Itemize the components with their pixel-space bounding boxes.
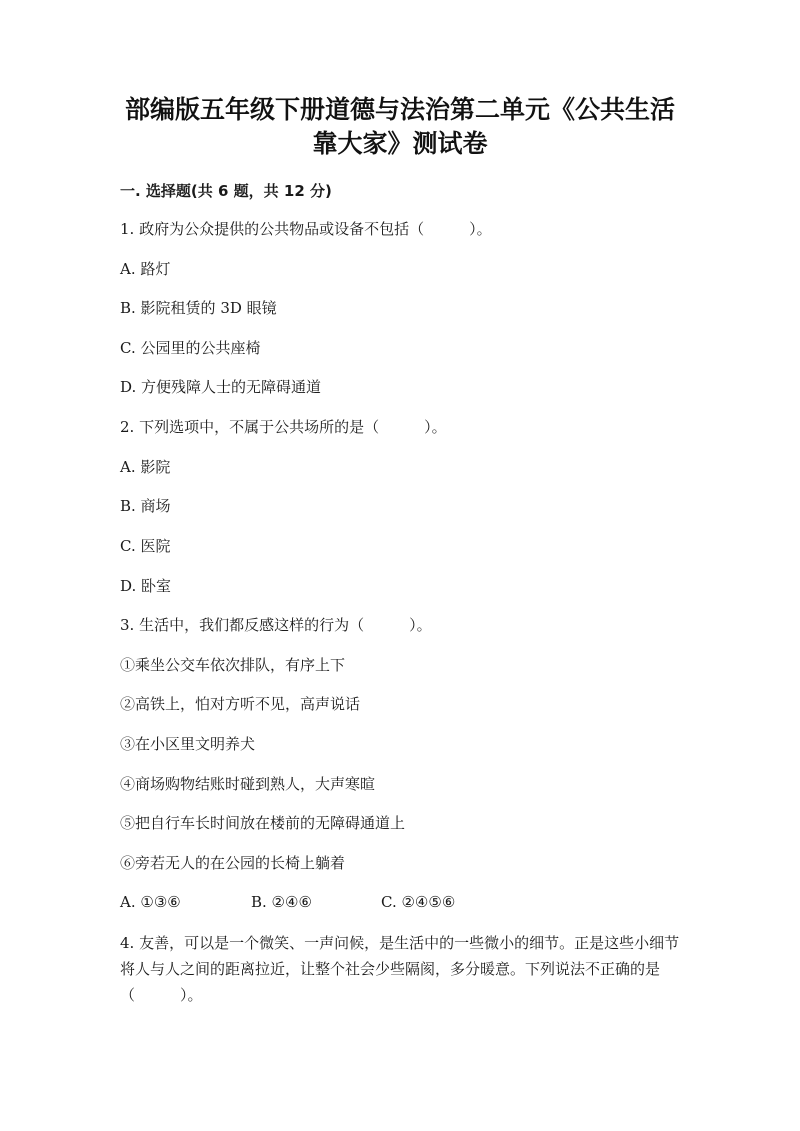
question-4-stem: 4. 友善，可以是一个微笑、一声问候，是生活中的一些微小的细节。正是这些小细节将人与人之间的距离拉近，让整个社会少些隔阂，多分暖意。下列说法不正确的是（ ）。 [120,934,680,1004]
question-3-statement-6: ⑥旁若无人的在公园的长椅上躺着 [120,854,346,872]
question-3-option-c: C. ②④⑤⑥ [381,893,456,911]
question-3-statement-4: ④商场购物结账时碰到熟人，大声寒暄 [120,775,376,793]
title-line-2: 靠大家》测试卷 [312,129,488,158]
question-3-statement-2: ②高铁上，怕对方听不见，高声说话 [120,695,361,713]
question-1-option-d: D. 方便残障人士的无障碍通道 [120,378,322,396]
section-heading: 一. 选择题(共 6 题，共 12 分) [120,182,332,200]
question-3-option-b: B. ②④⑥ [251,893,312,911]
question-1-option-b: B. 影院租赁的 3D 眼镜 [120,299,277,317]
question-2-option-c: C. 医院 [120,537,171,555]
question-3-statement-1: ①乘坐公交车依次排队，有序上下 [120,656,346,674]
question-3-stem: 3. 生活中，我们都反感这样的行为（ ）。 [120,616,432,634]
question-2-option-b: B. 商场 [120,497,171,515]
question-3-option-a: A. ①③⑥ [120,893,181,911]
question-1-stem: 1. 政府为公众提供的公共物品或设备不包括（ ）。 [120,220,492,238]
question-1-option-a: A. 路灯 [120,260,171,278]
question-2-option-d: D. 卧室 [120,577,172,595]
question-1-option-c: C. 公园里的公共座椅 [120,339,261,357]
question-3-statement-5: ⑤把自行车长时间放在楼前的无障碍通道上 [120,814,406,832]
question-3-statement-3: ③在小区里文明养犬 [120,735,256,753]
question-2-stem: 2. 下列选项中，不属于公共场所的是（ ）。 [120,418,447,436]
title-line-1: 部编版五年级下册道德与法治第二单元《公共生活 [124,95,675,124]
question-2-option-a: A. 影院 [120,458,171,476]
document-title [0,93,800,161]
